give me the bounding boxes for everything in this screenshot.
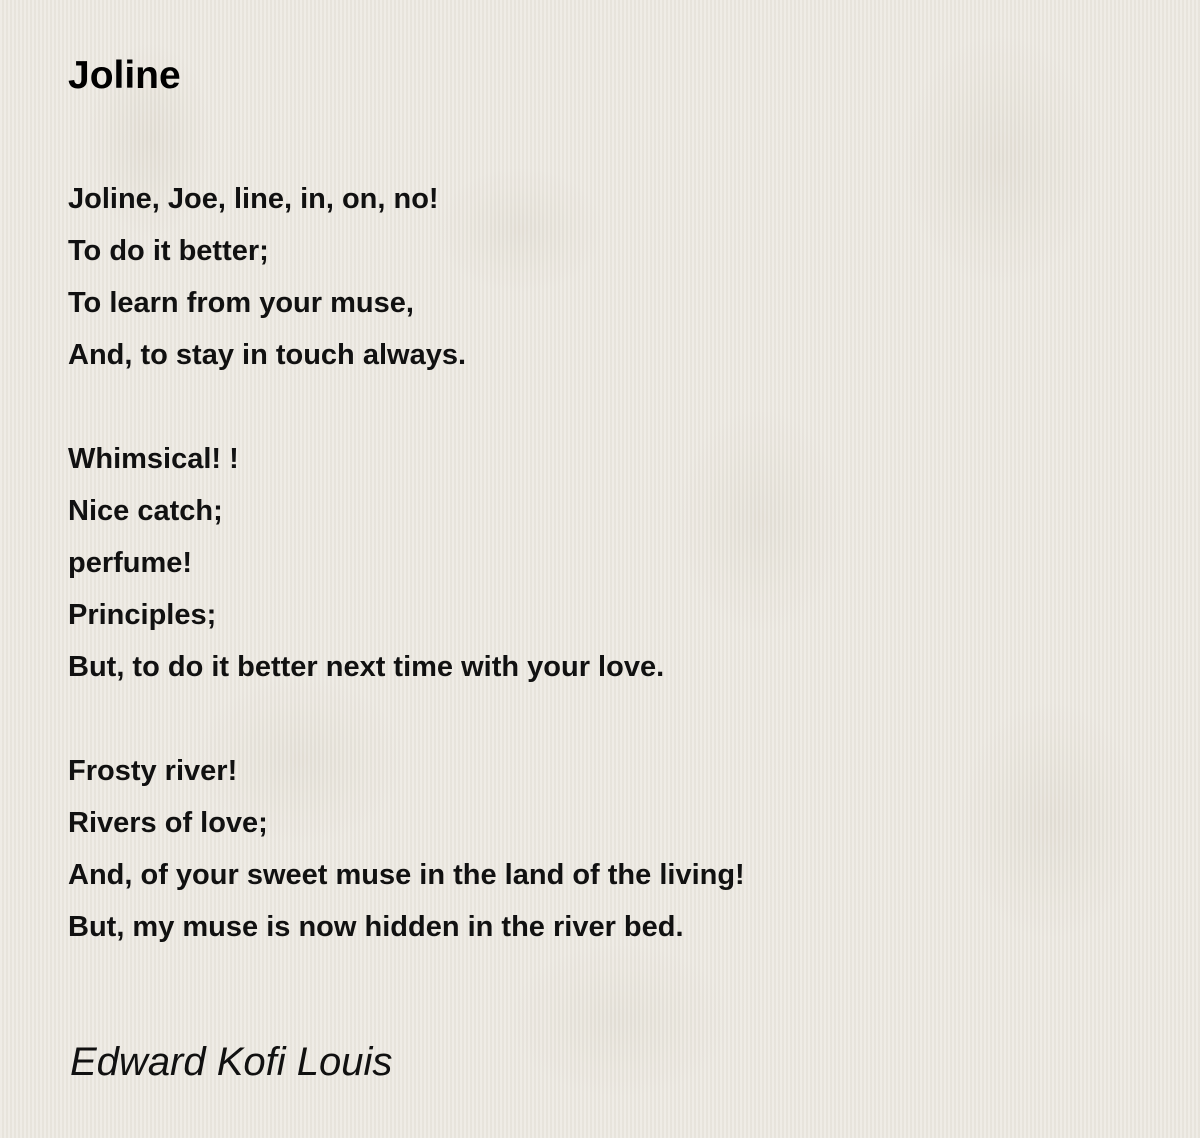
poem-line: But, my muse is now hidden in the river bed.: [68, 911, 684, 943]
poem-line: To do it better;: [68, 235, 269, 267]
poem-line: Nice catch;: [68, 495, 223, 527]
poem-container: [68, 52, 1148, 953]
poem-line: Frosty river!: [68, 755, 238, 787]
stanza-3: [68, 745, 1148, 953]
poem-line: Principles;: [68, 599, 217, 631]
poem-title: Joline: [68, 54, 181, 97]
poem-line: Rivers of love;: [68, 807, 268, 839]
poem-line: Joline, Joe, line, in, on, no!: [68, 183, 439, 215]
poem-line: Whimsical! !: [68, 443, 239, 475]
stanza-1: [68, 173, 1148, 381]
poem-body: [68, 173, 1148, 953]
poem-line: To learn from your muse,: [68, 287, 414, 319]
stanza-2: [68, 433, 1148, 693]
poem-line: And, to stay in touch always.: [68, 339, 467, 371]
poem-line: And, of your sweet muse in the land of the living!: [68, 859, 745, 891]
poem-author: Edward Kofi Louis: [70, 1040, 393, 1084]
poem-line: But, to do it better next time with your love.: [68, 651, 665, 683]
poem-line: perfume!: [68, 547, 193, 579]
